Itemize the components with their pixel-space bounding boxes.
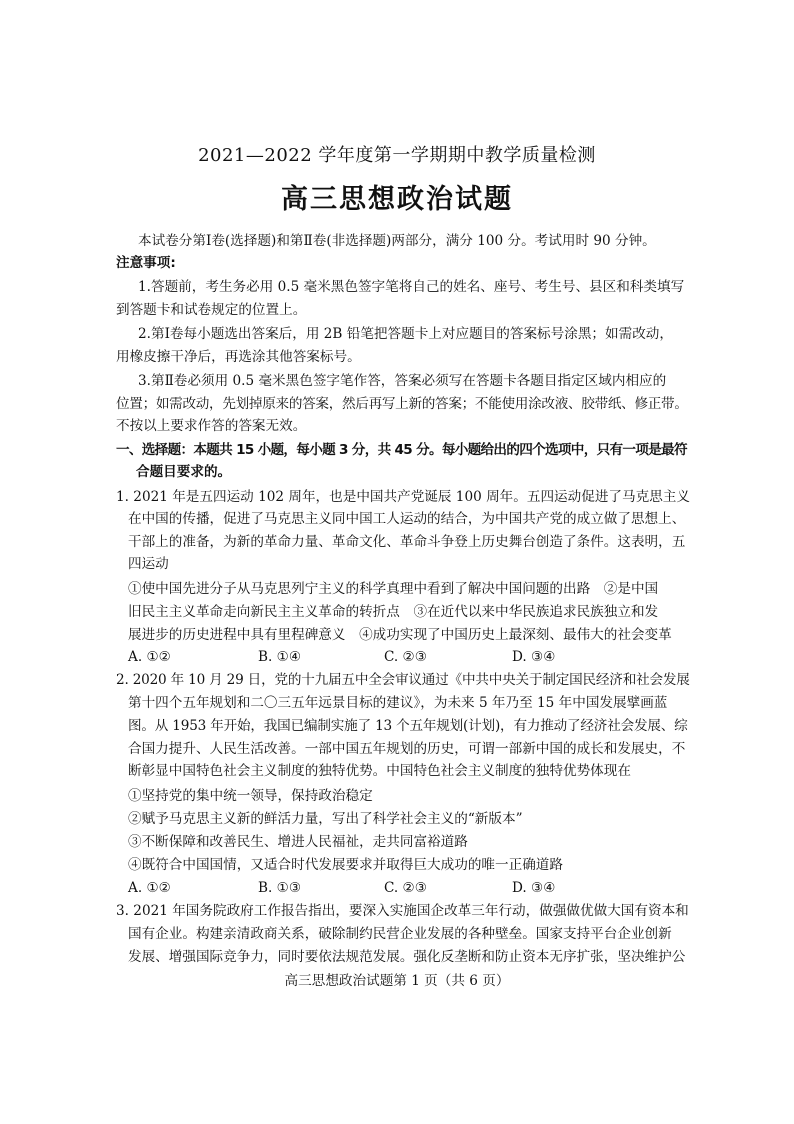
q2-option-3: ③不断保障和改善民生、增进人民福祉，走共同富裕道路 [128, 834, 468, 850]
notice-heading: 注意事项: [116, 255, 176, 271]
q2-option-4: ④既符合中国国情，又适合时代发展要求并取得巨大成功的唯一正确道路 [128, 857, 563, 873]
q1-stem-line-1: 1. 2021 年是五四运动 102 周年，也是中国共产党诞辰 100 周年。五四运动促进了马克思主义 [116, 489, 690, 505]
q1-choice-c: C. ②③ [384, 649, 427, 665]
q3-stem-line-2: 国有企业。构建亲清政商关系，破除制约民营企业发展的各种壁垒。国家支持平台企业创新 [128, 926, 672, 942]
q2-choice-a: A. ①② [128, 880, 171, 896]
notice-3-line-1: 3.第Ⅱ卷必须用 0.5 毫米黑色签字笔作答，答案必须写在答题卡各题目指定区域内相应的 [138, 373, 667, 389]
q2-stem-line-1: 2. 2020 年 10 月 29 日，党的十九届五中全会审议通过《中共中央关于制定国民经济和社会发展 [116, 672, 690, 688]
q1-stem-line-3: 干部上的准备，为新的革命力量、革命文化、革命斗争登上历史舞台创造了条件。这表明，五 [128, 534, 686, 550]
section-heading-line-1: 一、选择题：本题共 15 小题，每小题 3 分，共 45 分。每小题给出的四个选项中，只有一项是最符 [116, 442, 687, 458]
q1-choice-d: D. ③④ [512, 649, 556, 665]
notice-2-line-1: 2.第Ⅰ卷每小题选出答案后，用 2B 铅笔把答题卡上对应题目的答案标号涂黑；如需改动， [138, 326, 673, 342]
notice-3-line-2: 位置；如需改动，先划掉原来的答案，然后再写上新的答案；不能使用涂改液、胶带纸、修正带。 [116, 396, 688, 412]
exam-title: 2021—2022 学年度第一学期期中教学质量检测 [198, 145, 596, 166]
intro-line: 本试卷分第Ⅰ卷(选择题)和第Ⅱ卷(非选择题)两部分，满分 100 分。考试用时 90 分钟。 [138, 233, 656, 249]
subject-title: 高三思想政治试题 [281, 184, 513, 215]
q2-choice-d: D. ③④ [512, 880, 556, 896]
notice-2-line-2: 用橡皮擦干净后，再选涂其他答案标号。 [116, 349, 361, 365]
q2-stem-line-3: 图。从 1953 年开始，我国已编制实施了 13 个五年规划(计划)，有力推动了经济社会发展、综 [128, 718, 688, 734]
section-heading-line-2: 合题目要求的。 [136, 464, 232, 480]
q2-stem-line-4: 合国力提升、人民生活改善。一部中国五年规划的历史，可谓一部新中国的成长和发展史，不 [128, 741, 686, 757]
q2-stem-line-2: 第十四个五年规划和二〇三五年远景目标的建议》，为未来 5 年乃至 15 年中国发展擘画蓝 [128, 695, 668, 711]
q1-option-line-3: 展进步的历史进程中具有里程碑意义 ④成功实现了中国历史上最深刻、最伟大的社会变革 [128, 627, 672, 643]
q3-stem-line-3: 发展、增强国际竞争力，同时要依法规范发展。强化反垄断和防止资本无序扩张，坚决维护公 [128, 949, 686, 965]
notice-1-line-2: 到答题卡和试卷规定的位置上。 [116, 302, 307, 318]
q2-option-2: ②赋予马克思主义新的鲜活力量，写出了科学社会主义的“新版本” [128, 811, 523, 827]
q1-option-line-2: 旧民主主义革命走向新民主主义革命的转折点 ③在近代以来中华民族追求民族独立和发 [128, 604, 659, 620]
q3-stem-line-1: 3. 2021 年国务院政府工作报告指出，要深入实施国企改革三年行动，做强做优做大国有资本和 [116, 903, 689, 919]
q1-choice-b: B. ①④ [258, 649, 302, 665]
notice-1-line-1: 1.答题前，考生务必用 0.5 毫米黑色签字笔将自己的姓名、座号、考生号、县区和科类填写 [138, 279, 685, 295]
q2-stem-line-5: 断彰显中国特色社会主义制度的独特优势。中国特色社会主义制度的独特优势体现在 [128, 763, 631, 779]
q2-option-1: ①坚持党的集中统一领导，保持政治稳定 [128, 788, 373, 804]
q1-option-line-1: ①使中国先进分子从马克思列宁主义的科学真理中看到了解决中国问题的出路 ②是中国 [128, 581, 659, 597]
page-footer: 高三思想政治试题第 1 页（共 6 页） [284, 973, 510, 989]
q1-stem-line-2: 在中国的传播，促进了马克思主义同中国工人运动的结合，为中国共产党的成立做了思想上、 [128, 511, 686, 527]
q1-stem-line-4: 四运动 [128, 556, 169, 572]
notice-3-line-3: 不按以上要求作答的答案无效。 [116, 418, 307, 434]
q2-choice-b: B. ①③ [258, 880, 302, 896]
q2-choice-c: C. ②③ [384, 880, 427, 896]
q1-choice-a: A. ①② [128, 649, 171, 665]
